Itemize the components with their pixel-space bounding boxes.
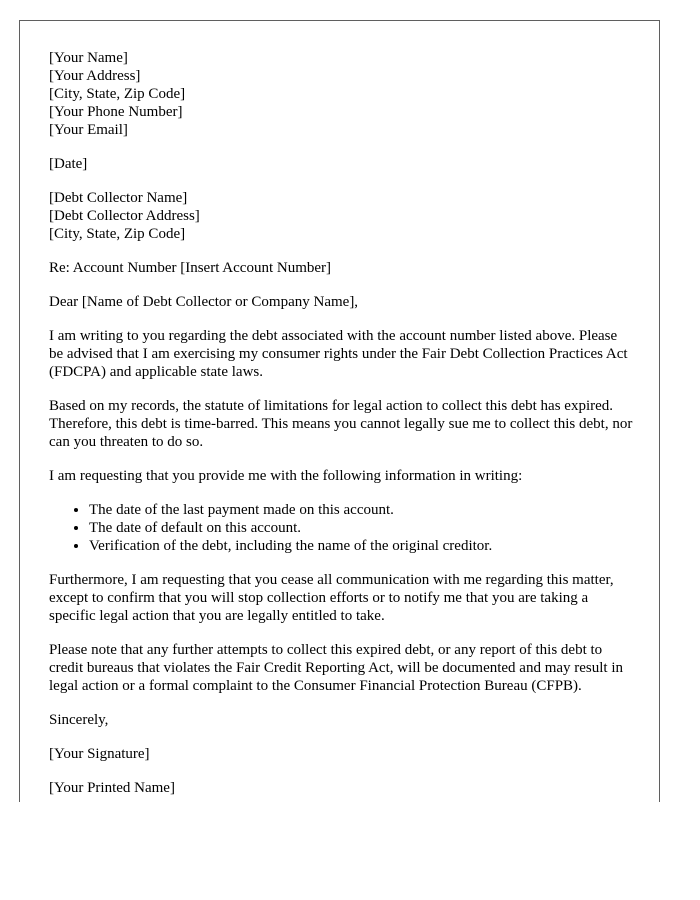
- paragraph-statute: Based on my records, the statute of limitations for legal action to collect this debt has expired. Therefore, this debt is time-barred. This means you cannot legally sue me to collect this debt, nor can you threaten to do so.: [49, 398, 633, 450]
- sender-city-state-zip: [City, State, Zip Code]: [49, 86, 186, 102]
- signoff: Sincerely,: [49, 712, 109, 728]
- recipient-block: [49, 189, 634, 243]
- letter-date: [Date]: [49, 156, 88, 172]
- letter-body: [49, 49, 634, 802]
- date-block: [49, 155, 634, 173]
- sender-phone: [Your Phone Number]: [49, 104, 183, 120]
- list-item: • Verification of the debt, including the name of the original creditor.: [89, 537, 634, 555]
- recipient-city-state-zip: [City, State, Zip Code]: [49, 226, 186, 242]
- recipient-address: [Debt Collector Address]: [49, 208, 200, 224]
- request-list: [49, 501, 634, 555]
- paragraph-rights: I am writing to you regarding the debt associated with the account number listed above. Please be advised that I am exercising my consumer rights under the Fair Debt Collection Practices Act (FDCPA) and applicable state laws.: [49, 328, 628, 380]
- list-item: • The date of the last payment made on this account.: [89, 501, 634, 519]
- signature-placeholder: [Your Signature]: [49, 746, 150, 762]
- sender-name: [Your Name]: [49, 50, 128, 66]
- salutation: Dear [Name of Debt Collector or Company Name],: [49, 294, 359, 310]
- sender-address: [Your Address]: [49, 68, 141, 84]
- sender-block: [49, 49, 634, 139]
- paragraph-cease: Furthermore, I am requesting that you cease all communication with me regarding this matter, except to confirm that you will stop collection efforts or to notify me that you are taking a specific legal action that you are legally entitled to take.: [49, 572, 614, 624]
- recipient-name: [Debt Collector Name]: [49, 190, 188, 206]
- letter-page: [19, 20, 660, 802]
- printed-name-placeholder: [Your Printed Name]: [49, 780, 175, 796]
- subject-line: Re: Account Number [Insert Account Number]: [49, 260, 332, 276]
- sender-email: [Your Email]: [49, 122, 128, 138]
- paragraph-warning: Please note that any further attempts to collect this expired debt, or any report of this debt to credit bureaus that violates the Fair Credit Reporting Act, will be documented and may result in legal action or a formal complaint to the Consumer Financial Protection Bureau (CFPB).: [49, 642, 624, 694]
- paragraph-request-intro: I am requesting that you provide me with the following information in writing:: [49, 468, 523, 484]
- list-item: • The date of default on this account.: [89, 519, 634, 537]
